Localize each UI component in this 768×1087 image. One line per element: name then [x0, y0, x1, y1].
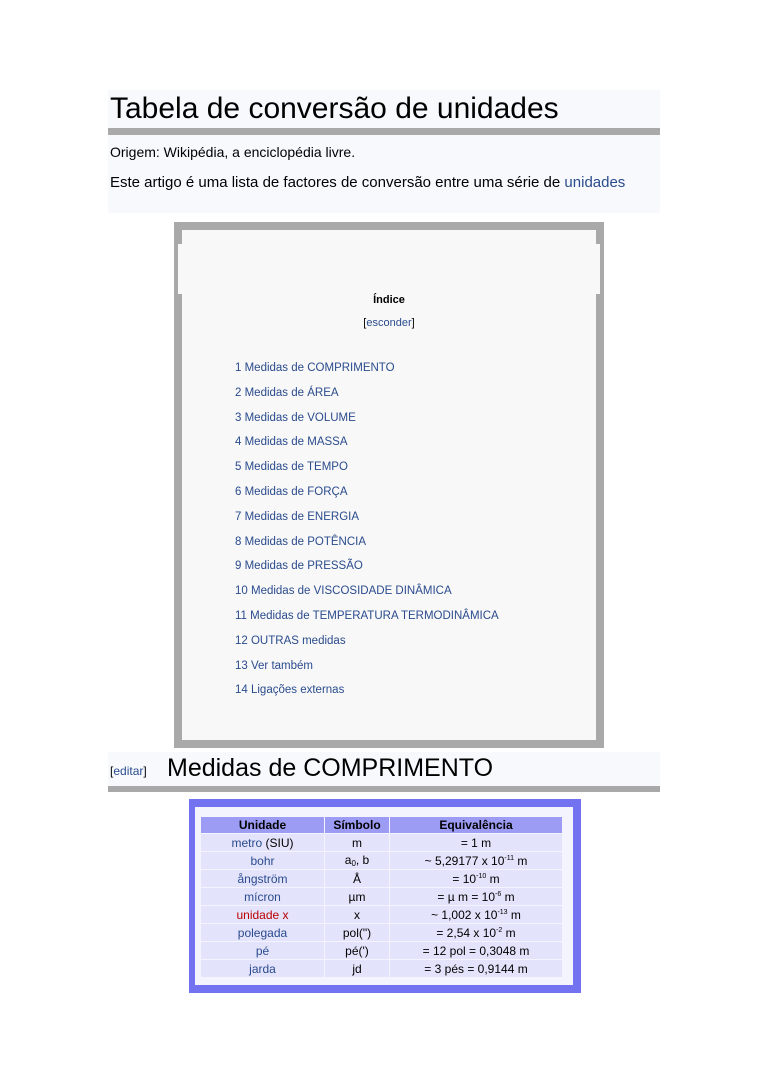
- toc-item-area[interactable]: 2 Medidas de ÁREA: [235, 386, 339, 399]
- toc-item-potencia[interactable]: 8 Medidas de POTÊNCIA: [235, 535, 367, 548]
- unit-link[interactable]: jarda: [249, 961, 276, 976]
- unidades-link[interactable]: unidades: [564, 174, 626, 191]
- symbol-cell: jd: [325, 960, 389, 977]
- toc-item-viscosidade[interactable]: 10 Medidas de VISCOSIDADE DINÂMICA: [235, 585, 452, 598]
- toc-item-pressao[interactable]: 9 Medidas de PRESSÃO: [235, 560, 363, 573]
- eq-unit: m: [514, 853, 528, 868]
- toc-item-massa[interactable]: 4 Medidas de MASSA: [235, 436, 348, 449]
- section-title: Medidas de COMPRIMENTO: [167, 754, 494, 782]
- header-equivalencia: Equivalência: [390, 817, 562, 833]
- symbol-cell: pé('): [325, 942, 389, 959]
- table-row: [201, 924, 562, 941]
- toc-top-band: [178, 244, 600, 294]
- symbol-rest: , b: [355, 853, 370, 867]
- table-row: [201, 852, 562, 869]
- unit-link[interactable]: pé: [255, 943, 270, 958]
- unit-cell: [201, 870, 324, 887]
- toc-item-outras[interactable]: 12 OUTRAS medidas: [235, 634, 346, 647]
- symbol-cell: m: [325, 834, 389, 851]
- unit-link[interactable]: metro: [231, 835, 263, 850]
- table-header-row: [201, 817, 562, 833]
- unit-cell: [201, 852, 324, 869]
- origin-note: Origem: Wikipédia, a enciclopédia livre.: [110, 144, 356, 160]
- page-title-block: [108, 90, 660, 130]
- eq-unit: m: [486, 871, 500, 886]
- equivalence-cell: [390, 924, 562, 941]
- toc-list: [235, 356, 499, 703]
- intro-block: [108, 135, 660, 213]
- unit-link-missing[interactable]: unidade x: [236, 907, 289, 922]
- toc-toggle: [182, 317, 596, 329]
- eq-text: = 2,54 x 10: [436, 925, 497, 940]
- eq-unit: m: [501, 889, 515, 904]
- toc-item-forca[interactable]: 6 Medidas de FORÇA: [235, 485, 348, 498]
- unit-cell: [201, 888, 324, 905]
- page-title: Tabela de conversão de unidades: [110, 92, 559, 125]
- length-conversion-table: [200, 816, 563, 978]
- symbol-cell: [325, 852, 389, 869]
- unit-suffix: (SIU): [262, 835, 294, 850]
- unit-cell: [201, 906, 324, 923]
- unit-cell: [201, 942, 324, 959]
- unit-cell: [201, 834, 324, 851]
- toc-panel: [182, 230, 596, 740]
- unit-cell: [201, 960, 324, 977]
- table-row: [201, 906, 562, 923]
- eq-text: = µ m = 10: [437, 889, 496, 904]
- header-simbolo: Símbolo: [325, 817, 389, 833]
- toc-item-ligacoes[interactable]: 14 Ligações externas: [235, 684, 345, 697]
- symbol-cell: pol("): [325, 924, 389, 941]
- edit-section: [110, 764, 147, 778]
- symbol-cell: µm: [325, 888, 389, 905]
- toc-item-ver-tambem[interactable]: 13 Ver também: [235, 659, 313, 672]
- eq-exponent: -10: [476, 872, 487, 880]
- equivalence-cell: = 3 pés = 0,9144 m: [390, 960, 562, 977]
- toc-item-comprimento[interactable]: 1 Medidas de COMPRIMENTO: [235, 362, 395, 374]
- bracket: ]: [411, 317, 415, 329]
- table-row: [201, 960, 562, 977]
- toc-hide-link[interactable]: esconder: [366, 317, 412, 329]
- edit-link[interactable]: editar: [113, 764, 144, 778]
- table-of-contents: [174, 222, 604, 748]
- eq-text: = 1 m: [460, 835, 492, 850]
- toc-item-temperatura[interactable]: 11 Medidas de TEMPERATURA TERMODINÂMICA: [235, 609, 499, 622]
- toc-item-volume[interactable]: 3 Medidas de VOLUME: [235, 411, 356, 424]
- eq-unit: m: [507, 907, 521, 922]
- header-unidade: Unidade: [201, 817, 324, 833]
- eq-exponent: -11: [504, 854, 514, 862]
- unit-link[interactable]: polegada: [237, 925, 288, 940]
- symbol-cell: x: [325, 906, 389, 923]
- table-row: [201, 870, 562, 887]
- table-row: [201, 888, 562, 905]
- section-heading-comprimento: [108, 752, 660, 786]
- eq-text: ~ 5,29177 x 10: [424, 853, 505, 868]
- toc-item-tempo[interactable]: 5 Medidas de TEMPO: [235, 461, 348, 474]
- symbol-subscript: 0: [351, 859, 356, 868]
- title-divider: [108, 128, 660, 135]
- eq-exponent: -6: [495, 890, 502, 898]
- intro-paragraph: [110, 171, 630, 194]
- equivalence-cell: [390, 888, 562, 905]
- eq-exponent: -2: [496, 926, 503, 934]
- unit-link[interactable]: mícron: [244, 889, 281, 904]
- toc-title: Índice: [373, 294, 405, 306]
- eq-exponent: -13: [497, 908, 508, 916]
- section-divider: [108, 786, 660, 792]
- equivalence-cell: [390, 834, 562, 851]
- equivalence-cell: [390, 906, 562, 923]
- toc-item-energia[interactable]: 7 Medidas de ENERGIA: [235, 510, 360, 523]
- bracket: [: [363, 317, 367, 329]
- symbol-text: a: [344, 853, 352, 867]
- table-row: [201, 942, 562, 959]
- bracket: ]: [143, 764, 147, 778]
- unit-link[interactable]: ångström: [237, 871, 288, 886]
- symbol-cell: Å: [325, 870, 389, 887]
- table-row: [201, 834, 562, 851]
- equivalence-cell: [390, 852, 562, 869]
- eq-unit: m: [502, 925, 516, 940]
- bracket: [: [110, 764, 114, 778]
- unit-cell: [201, 924, 324, 941]
- equivalence-cell: = 12 pol = 0,3048 m: [390, 942, 562, 959]
- eq-text: = 10: [452, 871, 477, 886]
- equivalence-cell: [390, 870, 562, 887]
- unit-link[interactable]: bohr: [250, 853, 275, 868]
- eq-text: ~ 1,002 x 10: [431, 907, 498, 922]
- intro-text: Este artigo é uma lista de factores de conversão entre uma série de: [110, 174, 565, 191]
